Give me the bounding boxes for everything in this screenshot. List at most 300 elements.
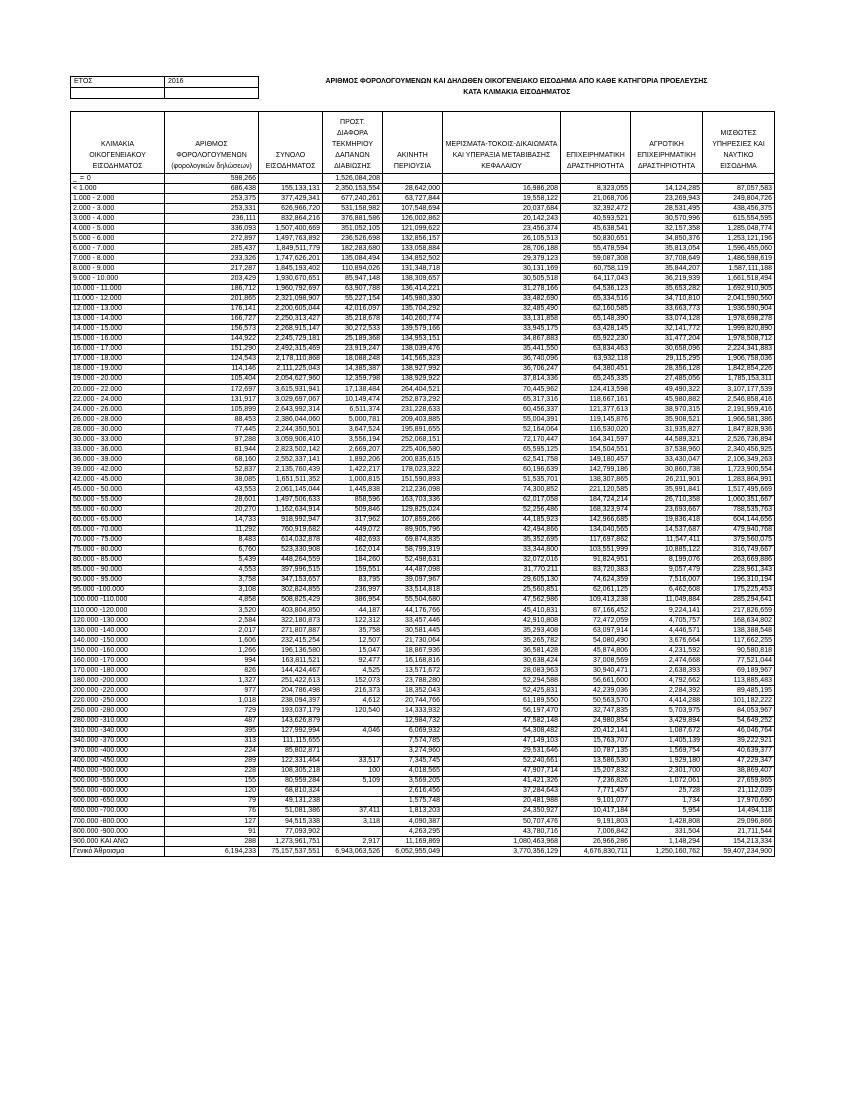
cell-dividends-interest: 29,605,130 <box>443 575 561 585</box>
table-row <box>71 354 775 364</box>
cell-business: 103,551,999 <box>561 545 631 555</box>
cell-dividends-interest: 42,494,866 <box>443 525 561 535</box>
cell-dividends-interest: 74,300,852 <box>443 485 561 495</box>
table-row <box>71 364 775 374</box>
cell-real-estate: 200,835,615 <box>383 455 443 465</box>
cell-presumed-difference: 17,138,484 <box>323 384 383 394</box>
cell-total-income: 2,268,915,147 <box>259 324 323 334</box>
cell-agricultural <box>631 174 703 184</box>
cell-salaried: 1,596,455,060 <box>703 244 775 254</box>
cell-agricultural: 34,850,376 <box>631 234 703 244</box>
cell-taxpayers: 313 <box>165 736 259 746</box>
cell-bracket: 100.000 -110.000 <box>71 595 165 605</box>
cell-total-income: 2,061,145,044 <box>259 485 323 495</box>
cell-business: 8,323,055 <box>561 184 631 194</box>
cell-salaried: 438,456,375 <box>703 204 775 214</box>
cell-salaried: 113,885,483 <box>703 676 775 686</box>
cell-salaried: 217,826,659 <box>703 606 775 616</box>
cell-business: 26,966,286 <box>561 837 631 847</box>
cell-bracket: 280.000 -310.000 <box>71 716 165 726</box>
cell-real-estate: 20,744,766 <box>383 696 443 706</box>
cell-taxpayers: 151,290 <box>165 344 259 354</box>
cell-bracket: 60.000 - 65.000 <box>71 515 165 525</box>
cell-agricultural: 4,705,757 <box>631 616 703 626</box>
cell-real-estate: 264,404,521 <box>383 384 443 394</box>
cell-presumed-difference: 236,997 <box>323 585 383 595</box>
cell-bracket: 65.000 - 70.000 <box>71 525 165 535</box>
cell-bracket: 17.000 - 18.000 <box>71 354 165 364</box>
table-row <box>71 646 775 656</box>
table-row <box>71 626 775 636</box>
cell-presumed-difference: 351,052,105 <box>323 224 383 234</box>
cell-total-income: 204,786,498 <box>259 686 323 696</box>
cell-taxpayers: 203,429 <box>165 274 259 284</box>
cell-business: 32,392,472 <box>561 204 631 214</box>
cell-business: 42,239,036 <box>561 686 631 696</box>
table-row <box>71 214 775 224</box>
cell-salaried: 1,661,518,494 <box>703 274 775 284</box>
cell-presumed-difference: 12,507 <box>323 636 383 646</box>
table-row <box>71 304 775 314</box>
table-row <box>71 827 775 837</box>
cell-bracket: 13.000 - 14.000 <box>71 314 165 324</box>
cell-real-estate: 52,498,631 <box>383 555 443 565</box>
cell-agricultural: 2,638,393 <box>631 666 703 676</box>
cell-dividends-interest: 60,196,639 <box>443 465 561 475</box>
cell-dividends-interest: 62,541,758 <box>443 455 561 465</box>
cell-taxpayers: 3,108 <box>165 585 259 595</box>
cell-presumed-difference: 2,917 <box>323 837 383 847</box>
cell-taxpayers: 994 <box>165 656 259 666</box>
cell-salaried: 1,978,698,278 <box>703 314 775 324</box>
cell-total-income: 1,845,193,402 <box>259 264 323 274</box>
cell-presumed-difference: 4,525 <box>323 666 383 676</box>
cell-taxpayers: 289 <box>165 756 259 766</box>
cell-total-income: 523,330,908 <box>259 545 323 555</box>
cell-bracket: 2.000 - 3.000 <box>71 204 165 214</box>
cell-total-income: 1,651,511,352 <box>259 475 323 485</box>
col-header-business: ΕΠΙΧΕΙΡΗΜΑΤΙΚΗ ΔΡΑΣΤΗΡΙΟΤΗΤΑ <box>561 112 631 174</box>
cell-bracket: 4.000 - 5.000 <box>71 224 165 234</box>
cell-taxpayers: 1,327 <box>165 676 259 686</box>
cell-business: 30,940,471 <box>561 666 631 676</box>
cell-total-income: 3,615,931,941 <box>259 384 323 394</box>
cell-bracket: 10.000 - 11.000 <box>71 284 165 294</box>
cell-presumed-difference: 3,647,524 <box>323 425 383 435</box>
cell-agricultural: 44,589,321 <box>631 435 703 445</box>
cell-agricultural: 45,980,882 <box>631 395 703 405</box>
cell-total-income: 238,094,397 <box>259 696 323 706</box>
cell-presumed-difference: 1,000,815 <box>323 475 383 485</box>
cell-taxpayers: 105,899 <box>165 405 259 415</box>
cell-business: 7,006,842 <box>561 827 631 837</box>
table-row <box>71 696 775 706</box>
table-row <box>71 525 775 535</box>
cell-total-income: 614,032,878 <box>259 535 323 545</box>
cell-business: 9,101,077 <box>561 796 631 806</box>
cell-salaried: 87,057,583 <box>703 184 775 194</box>
cell-real-estate: 44,176,766 <box>383 606 443 616</box>
cell-taxpayers: 228 <box>165 766 259 776</box>
cell-total-income: 832,864,216 <box>259 214 323 224</box>
table-row <box>71 284 775 294</box>
cell-presumed-difference: 5,000,781 <box>323 415 383 425</box>
cell-taxpayers: 144,922 <box>165 334 259 344</box>
cell-business: 50,563,570 <box>561 696 631 706</box>
cell-total-income: 377,429,341 <box>259 194 323 204</box>
cell-total-income: 403,804,850 <box>259 606 323 616</box>
cell-salaried: 54,649,252 <box>703 716 775 726</box>
cell-bracket: 550.000 -600.000 <box>71 786 165 796</box>
cell-agricultural: 35,908,521 <box>631 415 703 425</box>
cell-real-estate: 2,616,456 <box>383 786 443 796</box>
cell-business: 138,307,865 <box>561 475 631 485</box>
cell-presumed-difference: 1,445,838 <box>323 485 383 495</box>
cell-salaried: 1,486,598,619 <box>703 254 775 264</box>
cell-dividends-interest: 3,770,356,129 <box>443 847 561 857</box>
cell-dividends-interest: 47,907,714 <box>443 766 561 776</box>
cell-bracket: Γενικό Άθροισμα <box>71 847 165 857</box>
cell-taxpayers: 336,093 <box>165 224 259 234</box>
cell-business: 62,061,125 <box>561 585 631 595</box>
cell-business: 149,180,457 <box>561 455 631 465</box>
cell-presumed-difference: 6,943,063,526 <box>323 847 383 857</box>
cell-agricultural: 4,231,592 <box>631 646 703 656</box>
cell-agricultural: 36,219,939 <box>631 274 703 284</box>
cell-presumed-difference: 42,016,097 <box>323 304 383 314</box>
cell-business: 24,980,854 <box>561 716 631 726</box>
cell-agricultural: 1,250,160,762 <box>631 847 703 857</box>
cell-real-estate: 252,068,151 <box>383 435 443 445</box>
cell-salaried: 2,106,349,263 <box>703 455 775 465</box>
cell-agricultural: 34,710,810 <box>631 294 703 304</box>
cell-presumed-difference: 2,669,207 <box>323 445 383 455</box>
cell-agricultural: 2,474,668 <box>631 656 703 666</box>
cell-total-income: 2,244,350,501 <box>259 425 323 435</box>
cell-business: 62,160,585 <box>561 304 631 314</box>
cell-salaried: 1,283,864,991 <box>703 475 775 485</box>
table-row <box>71 837 775 847</box>
cell-dividends-interest: 54,308,482 <box>443 726 561 736</box>
cell-presumed-difference: 3,118 <box>323 817 383 827</box>
cell-presumed-difference: 85,947,148 <box>323 274 383 284</box>
cell-real-estate: 107,859,266 <box>383 515 443 525</box>
cell-dividends-interest: 65,595,125 <box>443 445 561 455</box>
cell-business: 7,771,457 <box>561 786 631 796</box>
cell-business: 63,097,914 <box>561 626 631 636</box>
cell-bracket: _ = 0 <box>71 174 165 184</box>
cell-real-estate: 225,406,580 <box>383 445 443 455</box>
cell-total-income: 2,054,627,960 <box>259 374 323 384</box>
cell-total-income: 2,552,337,141 <box>259 455 323 465</box>
cell-business: 65,334,516 <box>561 294 631 304</box>
cell-taxpayers: 236,111 <box>165 214 259 224</box>
cell-salaried: 249,804,726 <box>703 194 775 204</box>
cell-real-estate: 212,236,098 <box>383 485 443 495</box>
cell-dividends-interest: 43,780,716 <box>443 827 561 837</box>
cell-dividends-interest: 31,770,211 <box>443 565 561 575</box>
cell-agricultural: 26,211,901 <box>631 475 703 485</box>
cell-real-estate: 134,953,151 <box>383 334 443 344</box>
cell-salaried: 2,526,736,894 <box>703 435 775 445</box>
cell-agricultural: 32,157,358 <box>631 224 703 234</box>
cell-presumed-difference: 63,907,788 <box>323 284 383 294</box>
cell-salaried: 138,388,548 <box>703 626 775 636</box>
col-header-presumed-difference: ΠΡΟΣΤ. ΔΙΑΦΟΡΑ ΤΕΚΜΗΡΙΟΥ ΔΑΠΑΝΩΝ ΔΙΑΒΙΩΣΗΣ <box>323 112 383 174</box>
cell-business: 74,624,359 <box>561 575 631 585</box>
cell-bracket: 340.000 -370.000 <box>71 736 165 746</box>
cell-taxpayers: 288 <box>165 837 259 847</box>
cell-bracket: 28.000 - 30.000 <box>71 425 165 435</box>
table-row <box>71 796 775 806</box>
cell-bracket: 12.000 - 13.000 <box>71 304 165 314</box>
cell-dividends-interest: 52,164,064 <box>443 425 561 435</box>
cell-bracket: 150.000 -160.000 <box>71 646 165 656</box>
cell-taxpayers: 81,944 <box>165 445 259 455</box>
cell-presumed-difference: 15,047 <box>323 646 383 656</box>
cell-agricultural: 9,057,479 <box>631 565 703 575</box>
year-label: ΕΤΟΣ <box>71 77 165 88</box>
cell-taxpayers: 487 <box>165 716 259 726</box>
cell-taxpayers: 186,712 <box>165 284 259 294</box>
cell-presumed-difference: 135,084,494 <box>323 254 383 264</box>
table-row <box>71 204 775 214</box>
cell-business: 4,676,830,711 <box>561 847 631 857</box>
report-subtitle: ΚΑΤΑ ΚΛΙΜΑΚΙΑ ΕΙΣΟΔΗΜΑΤΟΣ <box>463 89 571 96</box>
cell-salaried: 1,936,590,904 <box>703 304 775 314</box>
cell-business: 63,834,463 <box>561 344 631 354</box>
cell-bracket: 15.000 - 16.000 <box>71 334 165 344</box>
cell-taxpayers: 28,601 <box>165 495 259 505</box>
cell-dividends-interest: 52,425,831 <box>443 686 561 696</box>
cell-real-estate: 33,457,446 <box>383 616 443 626</box>
cell-bracket: 22.000 - 24.000 <box>71 395 165 405</box>
cell-real-estate: 136,414,221 <box>383 284 443 294</box>
cell-business: 117,697,862 <box>561 535 631 545</box>
cell-salaried: 40,639,377 <box>703 746 775 756</box>
cell-real-estate: 138,309,657 <box>383 274 443 284</box>
cell-presumed-difference <box>323 796 383 806</box>
cell-real-estate: 131,348,718 <box>383 264 443 274</box>
cell-taxpayers: 105,404 <box>165 374 259 384</box>
cell-bracket: 18.000 - 19.000 <box>71 364 165 374</box>
cell-real-estate: 7,345,745 <box>383 756 443 766</box>
cell-bracket: 160.000 -170.000 <box>71 656 165 666</box>
table-row <box>71 565 775 575</box>
cell-taxpayers: 43,553 <box>165 485 259 495</box>
cell-salaried: 77,521,044 <box>703 656 775 666</box>
cell-real-estate: 135,704,292 <box>383 304 443 314</box>
cell-total-income: 77,093,902 <box>259 827 323 837</box>
cell-presumed-difference: 18,088,248 <box>323 354 383 364</box>
cell-taxpayers: 172,697 <box>165 384 259 394</box>
col-header-salaried: ΜΙΣΘΩΤΕΣ ΥΠΗΡΕΣΙΕΣ ΚΑΙ ΝΑΥΤΙΚΟ ΕΙΣΟΔΗΜΑ <box>703 112 775 174</box>
cell-business: 32,747,835 <box>561 706 631 716</box>
cell-presumed-difference: 100 <box>323 766 383 776</box>
cell-total-income: 322,180,873 <box>259 616 323 626</box>
cell-dividends-interest <box>443 174 561 184</box>
cell-dividends-interest: 36,581,428 <box>443 646 561 656</box>
cell-salaried: 1,060,351,667 <box>703 495 775 505</box>
cell-bracket: 30.000 - 33.000 <box>71 435 165 445</box>
cell-total-income: 3,059,906,410 <box>259 435 323 445</box>
cell-real-estate: 121,099,622 <box>383 224 443 234</box>
cell-bracket: 200.000 -220.000 <box>71 686 165 696</box>
cell-presumed-difference: 37,411 <box>323 806 383 816</box>
cell-salaried: 1,253,121,196 <box>703 234 775 244</box>
cell-bracket: 5.000 - 6.000 <box>71 234 165 244</box>
cell-real-estate: 89,905,796 <box>383 525 443 535</box>
cell-dividends-interest: 51,535,701 <box>443 475 561 485</box>
cell-agricultural: 1,929,180 <box>631 756 703 766</box>
cell-real-estate: 44,487,098 <box>383 565 443 575</box>
table-row <box>71 776 775 786</box>
cell-agricultural: 35,844,207 <box>631 264 703 274</box>
cell-salaried: 38,869,407 <box>703 766 775 776</box>
cell-total-income: 143,626,879 <box>259 716 323 726</box>
cell-dividends-interest: 19,558,122 <box>443 194 561 204</box>
cell-taxpayers: 155 <box>165 776 259 786</box>
cell-taxpayers: 977 <box>165 686 259 696</box>
cell-salaried: 1,785,153,311 <box>703 374 775 384</box>
cell-bracket: 500.000 -550.000 <box>71 776 165 786</box>
cell-dividends-interest: 30,638,424 <box>443 656 561 666</box>
cell-real-estate: 55,504,680 <box>383 595 443 605</box>
cell-taxpayers: 217,287 <box>165 264 259 274</box>
table-row <box>71 264 775 274</box>
cell-business: 83,720,383 <box>561 565 631 575</box>
cell-bracket: 55.000 - 60.000 <box>71 505 165 515</box>
table-row <box>71 314 775 324</box>
table-row <box>71 686 775 696</box>
cell-salaried: 154,213,334 <box>703 837 775 847</box>
cell-total-income: 49,131,238 <box>259 796 323 806</box>
cell-dividends-interest: 30,505,518 <box>443 274 561 284</box>
table-row <box>71 656 775 666</box>
cell-presumed-difference: 14,385,387 <box>323 364 383 374</box>
cell-real-estate: 18,867,936 <box>383 646 443 656</box>
cell-presumed-difference: 110,894,026 <box>323 264 383 274</box>
cell-total-income: 2,245,729,181 <box>259 334 323 344</box>
cell-business: 121,377,613 <box>561 405 631 415</box>
cell-bracket: 26.000 - 28.000 <box>71 415 165 425</box>
cell-bracket: 700.000 -800.000 <box>71 817 165 827</box>
table-row <box>71 756 775 766</box>
cell-salaried: 316,749,667 <box>703 545 775 555</box>
cell-agricultural: 28,356,128 <box>631 364 703 374</box>
cell-salaried: 1,842,854,226 <box>703 364 775 374</box>
cell-taxpayers: 79 <box>165 796 259 806</box>
cell-bracket: 650.000 -700.000 <box>71 806 165 816</box>
cell-bracket: 220.000 -250.000 <box>71 696 165 706</box>
cell-real-estate: 4,263,295 <box>383 827 443 837</box>
cell-salaried: 2,546,858,416 <box>703 395 775 405</box>
cell-dividends-interest: 30,131,169 <box>443 264 561 274</box>
cell-presumed-difference: 4,612 <box>323 696 383 706</box>
cell-taxpayers: 5,439 <box>165 555 259 565</box>
cell-total-income: 347,153,657 <box>259 575 323 585</box>
cell-presumed-difference: 25,189,368 <box>323 334 383 344</box>
cell-total-income: 127,992,994 <box>259 726 323 736</box>
table-row <box>71 716 775 726</box>
cell-agricultural: 28,531,495 <box>631 204 703 214</box>
cell-agricultural: 33,663,773 <box>631 304 703 314</box>
cell-dividends-interest: 35,352,695 <box>443 535 561 545</box>
cell-bracket: 450.000 -500.000 <box>71 766 165 776</box>
cell-salaried: 1,723,900,554 <box>703 465 775 475</box>
table-row <box>71 274 775 284</box>
cell-dividends-interest: 72,170,447 <box>443 435 561 445</box>
cell-salaried: 21,112,039 <box>703 786 775 796</box>
cell-taxpayers: 11,292 <box>165 525 259 535</box>
cell-business: 20,412,141 <box>561 726 631 736</box>
cell-bracket: 140.000 -150.000 <box>71 636 165 646</box>
cell-taxpayers: 124,543 <box>165 354 259 364</box>
col-header-bracket: ΚΛΙΜΑΚΙΑ ΟΙΚΟΓΕΝΕΙΑΚΟΥ ΕΙΣΟΔΗΜΑΤΟΣ <box>71 112 165 174</box>
header-blank-cell <box>71 88 165 99</box>
cell-real-estate: 231,228,633 <box>383 405 443 415</box>
table-row <box>71 194 775 204</box>
cell-real-estate: 6,052,955,049 <box>383 847 443 857</box>
cell-presumed-difference: 83,795 <box>323 575 383 585</box>
cell-taxpayers: 97,288 <box>165 435 259 445</box>
cell-bracket: 310.000 -340.000 <box>71 726 165 736</box>
cell-dividends-interest: 47,562,986 <box>443 595 561 605</box>
cell-business: 184,724,214 <box>561 495 631 505</box>
cell-bracket: 370.000 -400.000 <box>71 746 165 756</box>
cell-business: 15,207,832 <box>561 766 631 776</box>
table-row <box>71 415 775 425</box>
cell-dividends-interest: 42,910,808 <box>443 616 561 626</box>
cell-taxpayers: 826 <box>165 666 259 676</box>
cell-salaried: 1,978,508,712 <box>703 334 775 344</box>
cell-business <box>561 174 631 184</box>
cell-presumed-difference: 216,373 <box>323 686 383 696</box>
cell-dividends-interest: 34,867,883 <box>443 334 561 344</box>
cell-salaried: 1,999,820,890 <box>703 324 775 334</box>
table-row <box>71 435 775 445</box>
cell-real-estate: 14,333,932 <box>383 706 443 716</box>
cell-bracket: 900.000 ΚΑΙ ΑΝΩ <box>71 837 165 847</box>
cell-dividends-interest: 62,017,058 <box>443 495 561 505</box>
col-header-real-estate: ΑΚΙΝΗΤΗ ΠΕΡΙΟΥΣΙΑ <box>383 112 443 174</box>
cell-total-income: 1,497,763,892 <box>259 234 323 244</box>
cell-taxpayers: 253,375 <box>165 194 259 204</box>
col-header-total-income: ΣΥΝΟΛΟ ΕΙΣΟΔΗΜΑΤΟΣ <box>259 112 323 174</box>
cell-dividends-interest: 55,004,391 <box>443 415 561 425</box>
cell-taxpayers: 114,146 <box>165 364 259 374</box>
cell-taxpayers: 2,584 <box>165 616 259 626</box>
cell-salaried: 168,634,802 <box>703 616 775 626</box>
cell-real-estate: 138,039,476 <box>383 344 443 354</box>
cell-agricultural: 19,836,418 <box>631 515 703 525</box>
cell-taxpayers: 6,760 <box>165 545 259 555</box>
cell-taxpayers: 8,483 <box>165 535 259 545</box>
cell-presumed-difference: 376,881,586 <box>323 214 383 224</box>
cell-presumed-difference: 33,517 <box>323 756 383 766</box>
table-row <box>71 324 775 334</box>
cell-agricultural: 11,049,884 <box>631 595 703 605</box>
cell-agricultural: 11,547,411 <box>631 535 703 545</box>
cell-presumed-difference: 12,359,798 <box>323 374 383 384</box>
cell-bracket: 39.000 - 42.000 <box>71 465 165 475</box>
cell-agricultural: 1,428,808 <box>631 817 703 827</box>
cell-salaried: 27,659,865 <box>703 776 775 786</box>
cell-real-estate: 58,799,319 <box>383 545 443 555</box>
cell-real-estate: 133,058,884 <box>383 244 443 254</box>
cell-bracket: 9.000 - 10.000 <box>71 274 165 284</box>
cell-taxpayers: 395 <box>165 726 259 736</box>
